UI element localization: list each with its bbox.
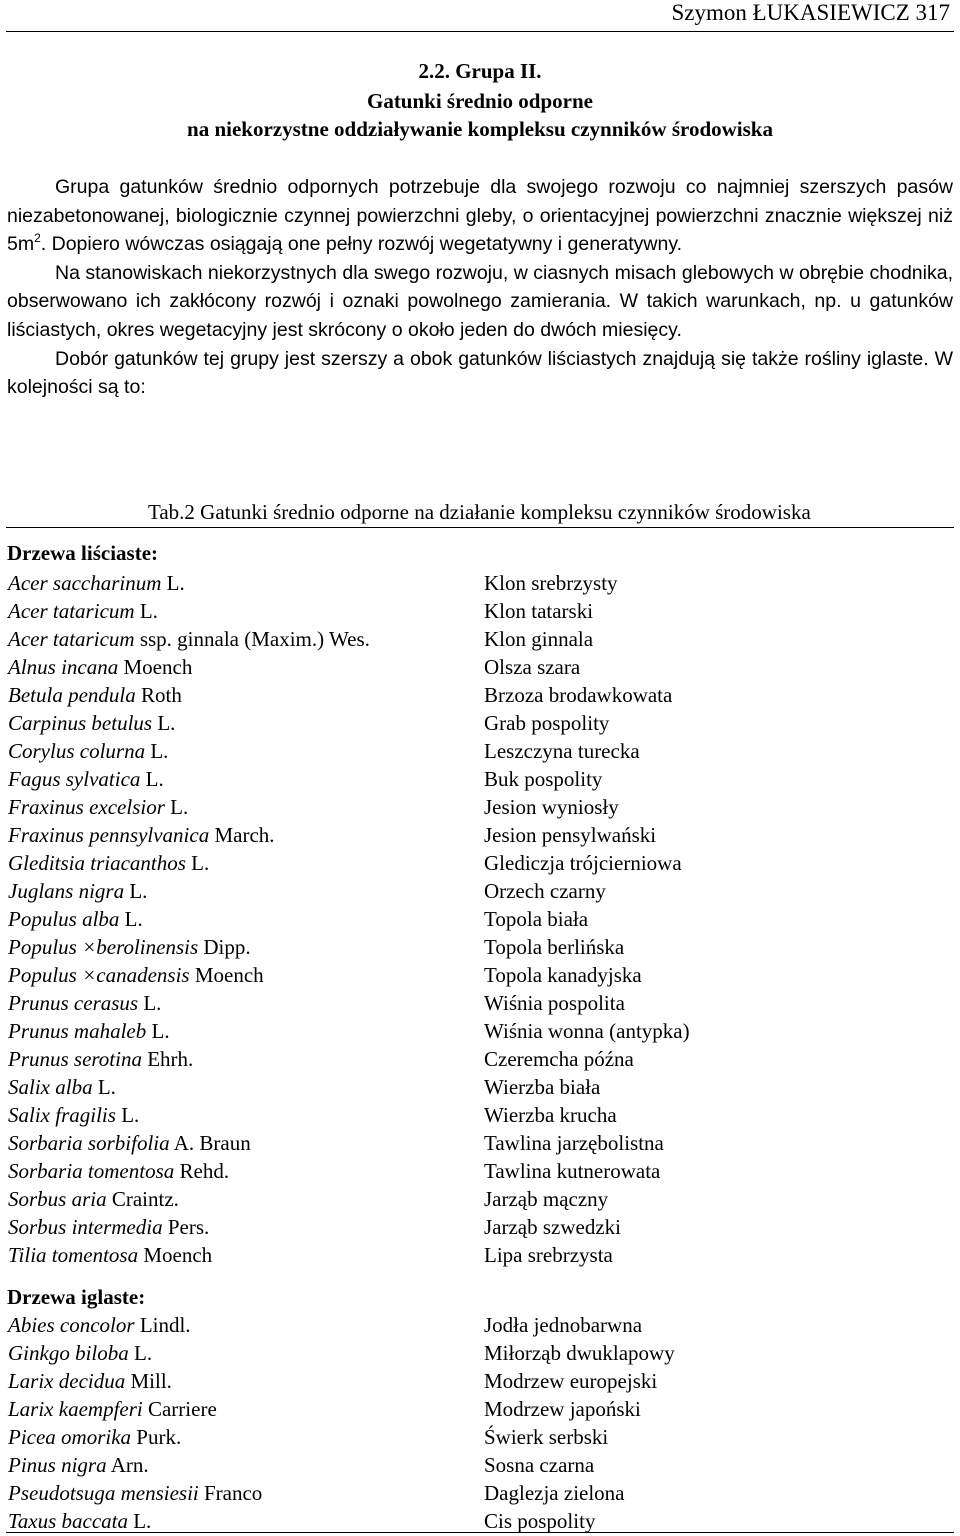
table-row	[0, 933, 960, 961]
latin-name	[8, 1157, 229, 1185]
species-name: Corylus colurna	[8, 739, 146, 763]
paragraph-1-tail: . Dopiero wówczas osiągają one pełny rozwój wegetatywny i generatywny.	[40, 233, 683, 256]
table-row	[0, 1073, 960, 1101]
table-row	[0, 1451, 960, 1479]
polish-name: Wiśnia wonna (antypka)	[484, 1019, 690, 1043]
latin-name	[8, 569, 185, 597]
table-row	[0, 1185, 960, 1213]
author-abbrev: Moench	[143, 1243, 213, 1267]
table-row	[0, 1423, 960, 1451]
species-name: Tilia tomentosa	[8, 1243, 139, 1267]
polish-name: Sosna czarna	[484, 1453, 595, 1477]
section-title-line-1: Gatunki średnio odporne	[366, 89, 593, 113]
author-abbrev: Rehd.	[179, 1159, 230, 1183]
polish-name: Orzech czarny	[484, 879, 606, 903]
latin-name	[8, 1185, 179, 1213]
author-abbrev: Carriere	[147, 1397, 217, 1421]
author-abbrev: Pers.	[167, 1215, 210, 1239]
author-abbrev: L.	[157, 711, 176, 735]
polish-name: Lipa srebrzysta	[484, 1243, 613, 1267]
polish-name: Glediczja trójcierniowa	[484, 851, 682, 875]
author-abbrev: L.	[170, 795, 189, 819]
latin-name	[8, 653, 192, 681]
author-abbrev: L.	[191, 851, 210, 875]
polish-name: Brzoza brodawkowata	[484, 683, 673, 707]
table-row	[0, 625, 960, 653]
polish-name: Cis pospolity	[484, 1509, 596, 1533]
latin-name	[8, 1017, 170, 1045]
species-name: Taxus baccata	[8, 1509, 128, 1533]
author-abbrev: L.	[97, 1075, 116, 1099]
polish-name: Jodła jednobarwna	[484, 1313, 643, 1337]
species-name: Picea omorika	[8, 1425, 132, 1449]
group-heading-conifers: Drzewa iglaste:	[7, 1285, 146, 1309]
species-name: Ginkgo biloba	[8, 1341, 129, 1365]
species-name: Acer saccharinum	[8, 571, 162, 595]
table-row	[0, 989, 960, 1017]
latin-name	[8, 1395, 217, 1423]
species-name: Salix fragilis	[8, 1103, 116, 1127]
polish-name: Tawlina kutnerowata	[484, 1159, 661, 1183]
polish-name: Tawlina jarzębolistna	[484, 1131, 664, 1155]
paragraph-1	[7, 173, 953, 259]
author-abbrev: Franco	[203, 1481, 263, 1505]
author-abbrev: L.	[145, 767, 164, 791]
author-abbrev: Moench	[194, 963, 264, 987]
polish-name: Modrzew japoński	[484, 1397, 641, 1421]
latin-name	[8, 681, 182, 709]
table-row	[0, 1213, 960, 1241]
latin-name	[8, 765, 164, 793]
author-abbrev: L.	[151, 1019, 170, 1043]
author-abbrev: L.	[166, 571, 185, 595]
polish-name: Jesion pensylwański	[484, 823, 657, 847]
latin-name	[8, 1073, 116, 1101]
table-caption: Tab.2 Gatunki średnio odporne na działanie kompleksu czynników środowiska	[148, 500, 811, 524]
author-abbrev: L.	[150, 739, 169, 763]
latin-name	[8, 1129, 251, 1157]
author-abbrev: L.	[124, 907, 143, 931]
species-name: Sorbaria sorbifolia	[8, 1131, 170, 1155]
species-name: Populus alba	[8, 907, 120, 931]
species-name: Populus ×canadensis	[8, 963, 190, 987]
latin-name	[8, 737, 168, 765]
table-row	[0, 1017, 960, 1045]
table-row	[0, 597, 960, 625]
table-row	[0, 849, 960, 877]
species-name: Carpinus betulus	[8, 711, 153, 735]
table-row	[0, 793, 960, 821]
latin-name	[8, 1451, 149, 1479]
latin-name	[8, 1311, 191, 1339]
author-abbrev: L.	[139, 599, 158, 623]
species-name: Fraxinus excelsior	[8, 795, 165, 819]
species-name: Betula pendula	[8, 683, 136, 707]
table-row	[0, 905, 960, 933]
superscript-2: 2	[34, 231, 41, 246]
latin-name	[8, 597, 158, 625]
author-abbrev: L.	[134, 1341, 153, 1365]
polish-name: Olsza szara	[484, 655, 581, 679]
table-row	[0, 1129, 960, 1157]
table-row	[0, 765, 960, 793]
author-abbrev: L.	[143, 991, 162, 1015]
author-abbrev: Purk.	[136, 1425, 182, 1449]
latin-name	[8, 709, 175, 737]
table-row	[0, 1101, 960, 1129]
latin-name	[8, 1213, 209, 1241]
table-row	[0, 1507, 960, 1535]
author-abbrev: Lindl.	[139, 1313, 191, 1337]
table-row	[0, 821, 960, 849]
polish-name: Klon tatarski	[484, 599, 594, 623]
polish-name: Wiśnia pospolita	[484, 991, 625, 1015]
paragraph-1-text: Grupa gatunków średnio odpornych potrzebuje dla swojego rozwoju co najmniej szerszych pasów niezabetonowanej, biologicznie czynnej powierzchni gleby, o orientacyjnej powierzchni znacznie większej niż 5m	[7, 176, 953, 256]
table-row	[0, 737, 960, 765]
latin-name	[8, 1339, 152, 1367]
table-row	[0, 1339, 960, 1367]
latin-name	[8, 625, 370, 653]
polish-name: Jarząb szwedzki	[484, 1215, 622, 1239]
latin-name	[8, 821, 275, 849]
latin-name	[8, 1045, 193, 1073]
table-row	[0, 1311, 960, 1339]
paragraph-3: Dobór gatunków tej grupy jest szerszy a obok gatunków liściastych znajdują się także rośliny iglaste. W kolejności są to:	[7, 347, 953, 399]
species-name: Alnus incana	[8, 655, 119, 679]
species-name: Larix decidua	[8, 1369, 126, 1393]
latin-name	[8, 1423, 181, 1451]
species-name: Fraxinus pennsylvanica	[8, 823, 210, 847]
running-head: Szymon ŁUKASIEWICZ 317	[671, 0, 950, 25]
body-text	[7, 173, 953, 402]
species-name: Pseudotsuga mensiesii	[8, 1481, 199, 1505]
latin-name	[8, 1507, 151, 1535]
table-row	[0, 1045, 960, 1073]
polish-name: Czeremcha późna	[484, 1047, 634, 1071]
species-name: Acer tataricum	[8, 627, 135, 651]
polish-name: Modrzew europejski	[484, 1369, 658, 1393]
author-abbrev: Moench	[123, 655, 193, 679]
author-abbrev: Arn.	[110, 1453, 149, 1477]
bottom-rule	[6, 1532, 954, 1533]
species-name: Fagus sylvatica	[8, 767, 141, 791]
latin-name	[8, 849, 209, 877]
table-caption-rule	[6, 527, 954, 528]
polish-name: Klon ginnala	[484, 627, 594, 651]
table-row	[0, 709, 960, 737]
table-row	[0, 653, 960, 681]
species-name: Pinus nigra	[8, 1453, 107, 1477]
species-name: Prunus serotina	[8, 1047, 142, 1071]
polish-name: Klon srebrzysty	[484, 571, 618, 595]
table-row	[0, 569, 960, 597]
polish-name: Daglezja zielona	[484, 1481, 625, 1505]
section-number: 2.2. Grupa II.	[418, 59, 542, 83]
author-abbrev: Mill.	[130, 1369, 172, 1393]
polish-name: Miłorząb dwuklapowy	[484, 1341, 675, 1365]
species-list-deciduous	[0, 569, 960, 1269]
author-abbrev: L.	[133, 1509, 152, 1533]
latin-name	[8, 933, 251, 961]
author-abbrev: A. Braun	[173, 1131, 251, 1155]
header-rule	[6, 31, 954, 32]
table-row	[0, 1367, 960, 1395]
species-name: Prunus cerasus	[8, 991, 139, 1015]
polish-name: Grab pospolity	[484, 711, 610, 735]
table-row	[0, 961, 960, 989]
latin-name	[8, 905, 143, 933]
species-name: Larix kaempferi	[8, 1397, 143, 1421]
latin-name	[8, 1101, 139, 1129]
latin-name	[8, 1241, 212, 1269]
species-name: Prunus mahaleb	[8, 1019, 147, 1043]
paragraph-2: Na stanowiskach niekorzystnych dla swego rozwoju, w ciasnych misach glebowych w obrębie chodnika, obserwowano ich zakłócony rozwój i oznaki powolnego zamierania. W takich warunkach, np. u gatunków liściastych, okres wegetacyjny jest skrócony o około jeden do dwóch miesięcy.	[7, 261, 953, 341]
author-abbrev: Craintz.	[111, 1187, 179, 1211]
polish-name: Leszczyna turecka	[484, 739, 640, 763]
species-name: Abies concolor	[8, 1313, 135, 1337]
polish-name: Wierzba krucha	[484, 1103, 617, 1127]
section-title	[0, 87, 960, 143]
table-row	[0, 877, 960, 905]
group-heading-deciduous: Drzewa liściaste:	[7, 541, 159, 565]
polish-name: Świerk serbski	[484, 1425, 609, 1449]
species-list-conifers	[0, 1311, 960, 1535]
author-abbrev: L.	[121, 1103, 140, 1127]
species-name: Sorbus intermedia	[8, 1215, 163, 1239]
polish-name: Jesion wyniosły	[484, 795, 619, 819]
author-abbrev: Dipp.	[203, 935, 251, 959]
table-row	[0, 1395, 960, 1423]
species-name: Acer tataricum	[8, 599, 135, 623]
species-name: Gleditsia triacanthos	[8, 851, 186, 875]
author-abbrev: L.	[129, 879, 148, 903]
species-name: Populus ×berolinensis	[8, 935, 199, 959]
polish-name: Topola biała	[484, 907, 589, 931]
polish-name: Jarząb mączny	[484, 1187, 609, 1211]
polish-name: Topola kanadyjska	[484, 963, 642, 987]
polish-name: Wierzba biała	[484, 1075, 601, 1099]
latin-name	[8, 961, 264, 989]
author-abbrev: Roth	[140, 683, 182, 707]
latin-name	[8, 989, 161, 1017]
table-row	[0, 1241, 960, 1269]
author-abbrev: March.	[214, 823, 275, 847]
latin-name	[8, 877, 147, 905]
species-name: Sorbus aria	[8, 1187, 107, 1211]
latin-name	[8, 1367, 172, 1395]
species-name: Sorbaria tomentosa	[8, 1159, 175, 1183]
table-row	[0, 1479, 960, 1507]
author-abbrev: Ehrh.	[147, 1047, 194, 1071]
species-name: Salix alba	[8, 1075, 93, 1099]
polish-name: Buk pospolity	[484, 767, 603, 791]
section-title-line-2: na niekorzystne oddziaływanie kompleksu czynników środowiska	[187, 117, 773, 141]
table-row	[0, 681, 960, 709]
latin-name	[8, 1479, 262, 1507]
polish-name: Topola berlińska	[484, 935, 625, 959]
table-row	[0, 1157, 960, 1185]
latin-name	[8, 793, 188, 821]
author-abbrev: ssp. ginnala (Maxim.) Wes.	[139, 627, 370, 651]
species-name: Juglans nigra	[8, 879, 125, 903]
